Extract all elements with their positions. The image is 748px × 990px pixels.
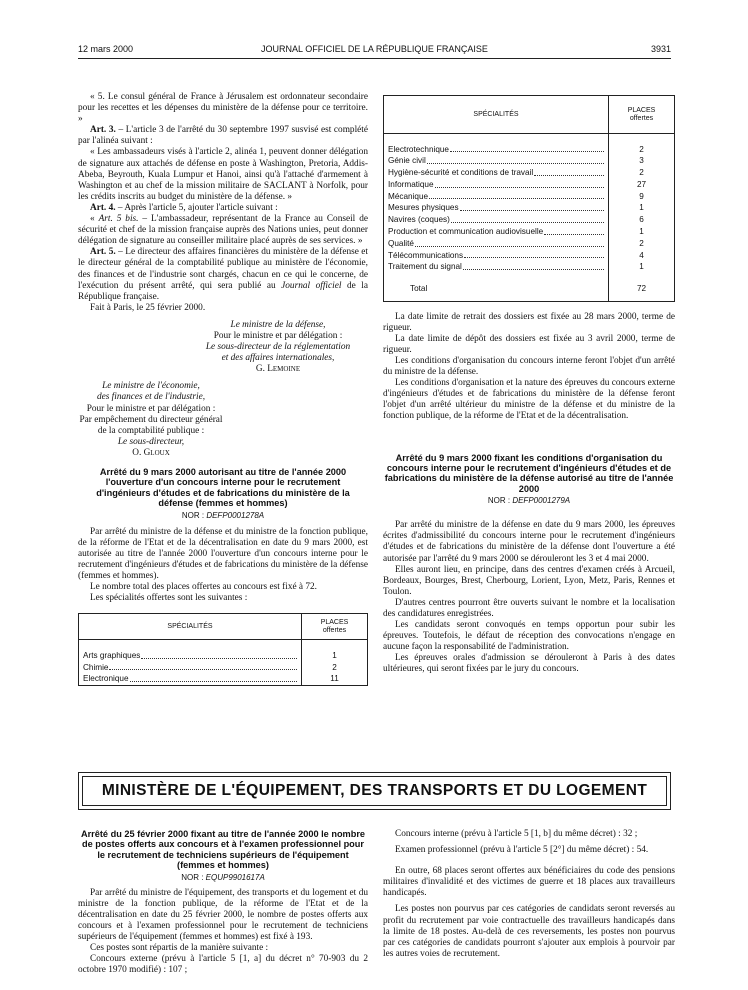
quote-open: « [90, 214, 99, 225]
specialite-name-with-leader [83, 662, 297, 674]
journal-officiel-ref: Journal officiel [281, 280, 342, 291]
paragraph: Par arrêté du ministre de l'équipement, des transports et du logement et du ministre de la fonction publique, de la réforme de l'Etat et de la décentralisation en date du 25 février 2000, le nombre de postes offerts aux concours et à l'examen professionnel pour le recrutement de techniciens supérieurs de l'équipement (femmes et hommes) est fixé à 193. [78, 887, 368, 943]
bottom-right-column [383, 829, 675, 960]
dot-leader [451, 222, 604, 223]
spacer-row [79, 640, 368, 650]
paragraph: Concours interne (prévu à l'article 5 [1, b] du même décret) : 32 ; [395, 829, 638, 839]
places-value: 11 [302, 673, 368, 685]
table-row [384, 214, 675, 226]
specialite-name-with-leader [388, 214, 604, 226]
article-text: – L'ambassadeur, représentant de la France au Conseil de sécurité et chef de la mission française auprès des Nations unies, peut donner délégation de signature au conseiller militaire placé auprès de ses services. » [78, 214, 368, 247]
table-row [384, 167, 675, 179]
specialite-name-with-leader [388, 250, 604, 262]
signature-line: Par empêchement du directeur général [79, 414, 223, 425]
specialite-name-with-leader [388, 238, 604, 250]
specialite-name: Mesures physiques [388, 203, 459, 213]
paragraph: Les spécialités offertes sont les suivantes : [90, 593, 248, 604]
paragraph: Les candidats seront convoqués en temps opportun pour subir les épreuves. Toutefois, le défaut de réception des convocations n'engage en aucune façon la responsabilité de l'administration. [383, 620, 675, 653]
column-header: SPÉCIALITÉS [79, 614, 302, 640]
specialite-cell [79, 650, 302, 662]
specialite-cell [384, 250, 609, 262]
signature-line: Pour le ministre et par délégation : [213, 330, 343, 341]
paragraph: Examen professionnel (prévu à l'article 5 [2°] du même décret) : 54. [395, 845, 649, 856]
table-header-row [384, 96, 675, 134]
signature-line: Pour le ministre et par délégation : [86, 403, 216, 414]
total-row [384, 283, 675, 295]
dot-leader [109, 669, 297, 670]
article-label: Art. 3. [90, 125, 116, 136]
specialite-name: Informatique [388, 179, 434, 189]
signatory-name: O. Gloux [132, 447, 170, 458]
nor-reference [78, 510, 368, 521]
article-3 [78, 125, 368, 147]
specialite-name-with-leader [388, 202, 604, 214]
spacer-row [384, 273, 675, 283]
places-value: 2 [609, 144, 675, 156]
places-value: 2 [609, 238, 675, 250]
paragraph: Les postes non pourvus par ces catégories de candidats seront reversés au profit du recrutement par voie contractuelle des travailleurs handicapés dans la limite de 18 postes. Au-delà de ces reversements, les postes non pourvus par ces catégories de candidats pourront s'ajouter aux emplois à pourvoir par les autres voies de recrutement. [383, 904, 675, 959]
specialite-name-with-leader [388, 144, 604, 156]
table-row [79, 662, 368, 674]
table-row [384, 202, 675, 214]
header-journal-title: JOURNAL OFFICIEL DE LA RÉPUBLIQUE FRANÇAISE [261, 44, 488, 54]
signature-line: des finances et de l'industrie, [96, 392, 206, 403]
table-body [384, 134, 675, 274]
places-value: 2 [609, 167, 675, 179]
signature-line: Le ministre de la défense, [230, 319, 326, 330]
nor-code: DEFP0001279A [512, 496, 571, 506]
specialite-name: Hygiène-sécurité et conditions de travail [388, 168, 534, 178]
total-label: Total [410, 284, 428, 294]
paragraph: En outre, 68 places seront offertes aux bénéficiaires du code des pensions militaires d'invalidité et des victimes de guerre et 18 places aux travailleurs handicapés. [383, 866, 675, 899]
specialite-name-with-leader [83, 650, 297, 662]
table-total [384, 273, 675, 301]
signature-line: Le sous-directeur de la réglementation [205, 342, 351, 353]
bottom-left-column [78, 829, 368, 976]
paragraph: Les conditions d'organisation et la nature des épreuves du concours externe d'ingénieurs d'études et de fabrications du ministère de la défense feront l'objet d'un arrêté ultérieur du ministre de la défense et du ministre de la fonction publique, de la réforme de l'Etat et de la décentralisation. [383, 378, 675, 422]
article-label: Art. 5 bis. [98, 214, 139, 225]
article-5-bis [78, 214, 368, 247]
spacer-row [384, 295, 675, 301]
nor-label: NOR : [181, 510, 207, 520]
specialite-cell [384, 179, 609, 191]
specialite-name: Qualité [388, 238, 414, 248]
places-value: 3 [609, 155, 675, 167]
specialites-table-part1 [78, 613, 368, 686]
specialite-name: Télécommunications [388, 250, 464, 260]
specialite-name: Electrotechnique [388, 144, 449, 154]
specialite-name: Production et communication audiovisuelle [388, 227, 544, 237]
places-value: 6 [609, 214, 675, 226]
table-row [384, 226, 675, 238]
dot-leader [130, 681, 297, 682]
paragraph: « 5. Le consul général de France à Jérusalem est ordonnateur secondaire pour les recettes et les dépenses du ministère de la défense pour ce territoire. » [78, 92, 368, 125]
arrete-title: Arrêté du 9 mars 2000 autorisant au titre de l'année 2000 l'ouverture d'un concours interne pour le recrutement d'ingénieurs d'études et de fabrications du ministère de la défense (femmes et hommes) [96, 467, 350, 509]
places-value: 9 [609, 191, 675, 203]
header-line: PLACES [320, 618, 349, 626]
signature-block-economie [78, 381, 224, 459]
places-value: 1 [609, 226, 675, 238]
table-row [384, 238, 675, 250]
page-header [78, 44, 671, 56]
table-row [384, 191, 675, 203]
specialite-name: Mécanique [388, 191, 429, 201]
header-line: offertes [322, 626, 347, 634]
places-value: 1 [609, 202, 675, 214]
nor-code: EQUP9901617A [205, 872, 265, 882]
dot-leader [429, 198, 604, 199]
header-line: offertes [629, 114, 654, 122]
article-text: de la République française. [78, 280, 368, 302]
paragraph: Par arrêté du ministre de la défense en date du 9 mars 2000, les épreuves écrites d'admissibilité du concours interne pour le recrutement d'ingénieurs d'études et de fabrications du ministère de la défense dont l'ouverture a été autorisée par l'arrêté du 9 mars 2000 se dérouleront les 3 et 4 mai 2000. [383, 520, 675, 564]
header-line: PLACES [627, 106, 656, 114]
arrete-title: Arrêté du 9 mars 2000 fixant les conditions d'organisation du concours interne pour le recrutement d'ingénieurs d'études et de fabrications du ministère de la défense autorisé au titre de l'année 2000 [384, 452, 674, 494]
table-header-row [79, 614, 368, 640]
paragraph: Concours externe (prévu à l'article 5 [1, a] du décret n° 70-903 du 2 octobre 1970 modifié) : 107 ; [78, 954, 368, 976]
places-value: 1 [302, 650, 368, 662]
specialite-cell [384, 226, 609, 238]
signature-line: Le ministre de l'économie, [102, 381, 200, 392]
nor-code: DEFP0001278A [206, 510, 265, 520]
specialite-cell [384, 214, 609, 226]
specialite-name-with-leader [388, 179, 604, 191]
specialite-cell [384, 238, 609, 250]
specialite-cell [384, 202, 609, 214]
article-4 [78, 203, 368, 214]
dot-leader [415, 246, 604, 247]
specialite-cell [384, 167, 609, 179]
header-rule [78, 58, 671, 59]
paragraph: Le nombre total des places offertes au concours est fixé à 72. [90, 582, 318, 593]
column-header: SPÉCIALITÉS [384, 96, 609, 134]
spacer-row [384, 134, 675, 144]
specialite-name: Arts graphiques [83, 650, 141, 660]
nor-reference [78, 872, 368, 883]
dot-leader [463, 269, 604, 270]
table-row [384, 155, 675, 167]
places-value: 1 [609, 261, 675, 273]
paragraph: « Les ambassadeurs visés à l'article 2, alinéa 1, peuvent donner délégation de signature aux attachés de défense en poste à Washington, Pretoria, Addis-Abeba, Beyrouth, Kuala Lumpur et Hanoi, ainsi qu'à l'attaché d'armement à Washington et au chef de la mission militaire de SACLANT à Norfolk, pour les crédits inscrits au budget du ministère de la défense. » [78, 147, 368, 202]
dot-leader [464, 257, 604, 258]
article-label: Art. 4. [90, 202, 116, 213]
dot-leader [544, 234, 604, 235]
right-column [383, 95, 675, 676]
places-value: 4 [609, 250, 675, 262]
specialite-cell [384, 144, 609, 156]
article-text: – Le directeur des affaires financières du ministère de la défense et le directeur général de la comptabilité publique au ministère de l'économie, des finances et de l'industrie sont chargés, chacun en ce qui le concerne, de l'exécution du présent arrêté, qui sera publié au [78, 247, 369, 291]
total-value: 72 [609, 283, 675, 295]
nor-label: NOR : [181, 872, 206, 882]
dot-leader [534, 175, 604, 176]
specialite-cell [384, 191, 609, 203]
dot-leader [450, 151, 604, 152]
specialite-name-with-leader [388, 191, 604, 203]
paragraph: Les épreuves orales d'admission se dérouleront à Paris à des dates ultérieures, qui seront fixées par le jury du concours. [383, 653, 675, 675]
signature-line: de la comptabilité publique : [97, 425, 205, 436]
table-body [79, 640, 368, 686]
table-row [79, 650, 368, 662]
table-row [384, 261, 675, 273]
signature-block-defense [188, 320, 368, 375]
table-row [384, 250, 675, 262]
specialite-name-with-leader [83, 673, 297, 685]
arrete-title: Arrêté du 25 février 2000 fixant au titre de l'année 2000 le nombre de postes offerts aux concours et à l'examen professionnel pour le recrutement de techniciens supérieurs de l'équipement (femmes et hommes) [80, 829, 366, 871]
article-5 [78, 247, 368, 302]
paragraph: La date limite de dépôt des dossiers est fixée au 3 avril 2000, terme de rigueur. [383, 333, 675, 355]
article-text: – L'article 3 de l'arrêté du 30 septembre 1997 susvisé est complété par l'alinéa suivant : [78, 125, 368, 147]
specialite-name: Navires (coques) [388, 215, 450, 225]
article-label: Art. 5. [90, 247, 116, 258]
table-row [384, 144, 675, 156]
places-value: 27 [609, 179, 675, 191]
nor-label: NOR : [487, 496, 513, 506]
paragraph: Par arrêté du ministre de la défense et du ministre de la fonction publique, de la réforme de l'Etat et de la décentralisation en date du 9 mars 2000, est autorisée au titre de l'année 2000 l'ouverture d'un concours interne pour le recrutement d'ingénieurs d'études et de fabrications du ministère de la défense (femmes et hommes). [78, 526, 368, 582]
dot-leader [435, 187, 604, 188]
specialite-name: Génie civil [388, 156, 426, 166]
left-column [78, 92, 368, 686]
dot-leader [427, 163, 604, 164]
dot-leader [141, 658, 297, 659]
specialite-name-with-leader [388, 155, 604, 167]
header-date: 12 mars 2000 [78, 44, 134, 54]
specialites-table-part2 [383, 95, 675, 302]
column-header [609, 96, 675, 134]
done-at: Fait à Paris, le 25 février 2000. [90, 302, 206, 313]
article-text: – Après l'article 5, ajouter l'article suivant : [115, 202, 278, 213]
specialite-name: Electronique [83, 674, 129, 684]
specialite-name-with-leader [388, 226, 604, 238]
specialite-name: Chimie [83, 662, 109, 672]
specialite-cell [79, 673, 302, 685]
table-row [384, 179, 675, 191]
paragraph: Les conditions d'organisation du concours interne feront l'objet d'un arrêté du ministre de la défense. [383, 355, 675, 378]
paragraph: La date limite de retrait des dossiers est fixée au 28 mars 2000, terme de rigueur. [383, 311, 675, 333]
places-value: 2 [302, 662, 368, 674]
signatory-name: G. Lemoine [255, 364, 301, 375]
paragraph: D'autres centres pourront être ouverts suivant le nombre et la localisation des candidatures enregistrées. [383, 597, 675, 619]
column-header [302, 614, 368, 640]
table-row [79, 673, 368, 685]
specialite-name-with-leader [388, 167, 604, 179]
signature-line: Le sous-directeur, [117, 436, 185, 447]
paragraph: Elles auront lieu, en principe, dans des centres d'examen créés à Arcueil, Bordeaux, Bourges, Brest, Cherbourg, Lorient, Lyon, Metz, Paris, Rennes et Toulon. [383, 564, 675, 597]
ministry-banner [78, 772, 671, 810]
specialite-name-with-leader [388, 261, 604, 273]
paragraph: Ces postes sont répartis de la manière suivante : [90, 943, 269, 954]
specialite-cell [384, 155, 609, 167]
dot-leader [460, 210, 604, 211]
nor-reference [383, 495, 675, 506]
ministry-title: MINISTÈRE DE L'ÉQUIPEMENT, DES TRANSPORTS ET DU LOGEMENT [82, 776, 667, 806]
specialite-name: Traitement du signal [388, 262, 462, 272]
specialite-cell [384, 261, 609, 273]
header-page-number: 3931 [650, 44, 671, 54]
signature-line: et des affaires internationales, [221, 353, 335, 364]
specialite-cell [79, 662, 302, 674]
